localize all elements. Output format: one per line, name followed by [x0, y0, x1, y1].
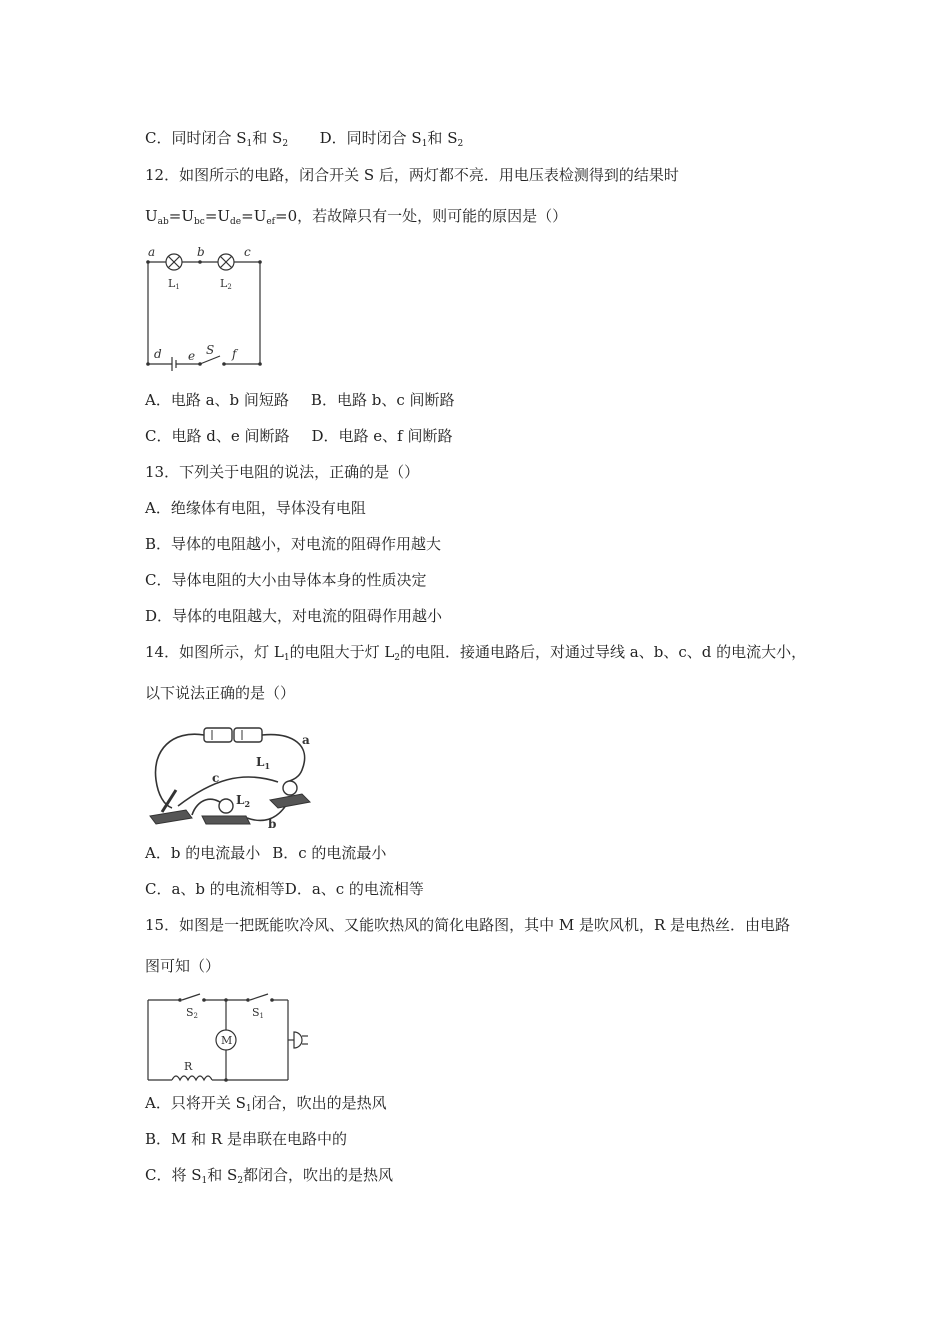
q14-stem-line1: 14．如图所示，灯 $L_1$的电阻大于灯 $L_2$的电阻．接通电路后，对通过导线 a、b、c、d 的电流大小，	[145, 643, 807, 663]
q12-label-e: e	[188, 349, 196, 363]
q14-label-c: c	[212, 771, 220, 785]
q12-circuit-diagram	[140, 240, 280, 375]
q14-stem-line2: 以下说法正确的是（）	[145, 684, 296, 702]
q14-label-l1: $L_1$	[256, 755, 271, 771]
q14-label-b: b	[268, 817, 277, 831]
q12-options-cd	[145, 426, 453, 446]
q13-stem: 13．下列关于电阻的说法，正确的是（）	[145, 463, 420, 481]
q12-label-f: f	[232, 347, 237, 361]
battery-icon	[204, 728, 262, 742]
q14-label-a: a	[302, 733, 310, 747]
q14-option-d: D．a、c 的电流相等	[284, 880, 424, 898]
q15-stem-line1: 15．如图是一把既能吹冷风、又能吹热风的简化电路图，其中 M 是吹风机，R 是电热丝．由电路	[145, 916, 791, 934]
q12-label-s: S	[206, 343, 215, 357]
q15-circuit-diagram	[142, 990, 312, 1085]
q13-option-d: D．导体的电阻越大，对电流的阻碍作用越小	[145, 607, 443, 625]
q14-option-b: B．c 的电流最小	[272, 844, 387, 862]
q15-option-b: B．M 和 R 是串联在电路中的	[145, 1130, 347, 1148]
q15-option-a: A．只将开关 $S_1$闭合，吹出的是热风	[145, 1094, 387, 1114]
q12-option-b: B．电路 b、c 间断路	[310, 391, 455, 409]
q12-label-l1: L1	[168, 277, 180, 291]
q14-label-l2: $L_2$	[236, 793, 251, 809]
q14-option-a: A．b 的电流最小	[145, 844, 261, 862]
q13-option-b: B．导体的电阻越小，对电流的阻碍作用越大	[145, 535, 442, 553]
lamp-l1-icon	[270, 781, 310, 808]
q12-option-a: A．电路 a、b 间短路	[145, 391, 289, 409]
q12-stem-line2: $U_{ab}=U_{bc}=U_{de}=U_{ef}=0$，若故障只有一处，则可能的原因是（）	[145, 207, 568, 227]
q15-stem-line2: 图可知（）	[145, 957, 221, 975]
q12-label-d: d	[154, 347, 162, 361]
q11-option-c: C．同时闭合 $S_1$和 $S_2$	[145, 129, 289, 149]
q12-label-b: b	[197, 245, 205, 259]
q12-options-ab	[145, 390, 455, 410]
q11-options-cd	[145, 128, 463, 148]
q15-label-s1: S1	[252, 1006, 265, 1020]
q15-label-s2: S2	[186, 1006, 199, 1020]
q12-label-a: a	[148, 245, 156, 259]
q11-option-d: D．同时闭合 $S_1$和 $S_2$	[319, 129, 464, 149]
q13-option-a: A．绝缘体有电阻，导体没有电阻	[145, 499, 366, 517]
q12-option-c: C．电路 d、e 间断路	[145, 427, 290, 445]
q12-option-d: D．电路 e、f 间断路	[311, 427, 453, 445]
q14-option-c: C．a、b 的电流相等	[145, 880, 285, 898]
q12-label-l2: L2	[220, 277, 232, 291]
q15-option-c: C．将 $S_1$和 $S_2$都闭合，吹出的是热风	[145, 1166, 394, 1186]
q12-label-c: c	[244, 245, 251, 259]
q12-stem-line1: 12．如图所示的电路，闭合开关 S 后，两灯都不亮．用电压表检测得到的结果时	[145, 166, 679, 184]
q15-motor-m-icon: M	[221, 1034, 233, 1047]
q14-options-ab	[145, 843, 386, 863]
q13-option-c: C．导体电阻的大小由导体本身的性质决定	[145, 571, 427, 589]
q14-circuit-picture	[142, 720, 322, 832]
q15-label-r: R	[184, 1060, 193, 1073]
q14-options-cd	[145, 879, 424, 899]
